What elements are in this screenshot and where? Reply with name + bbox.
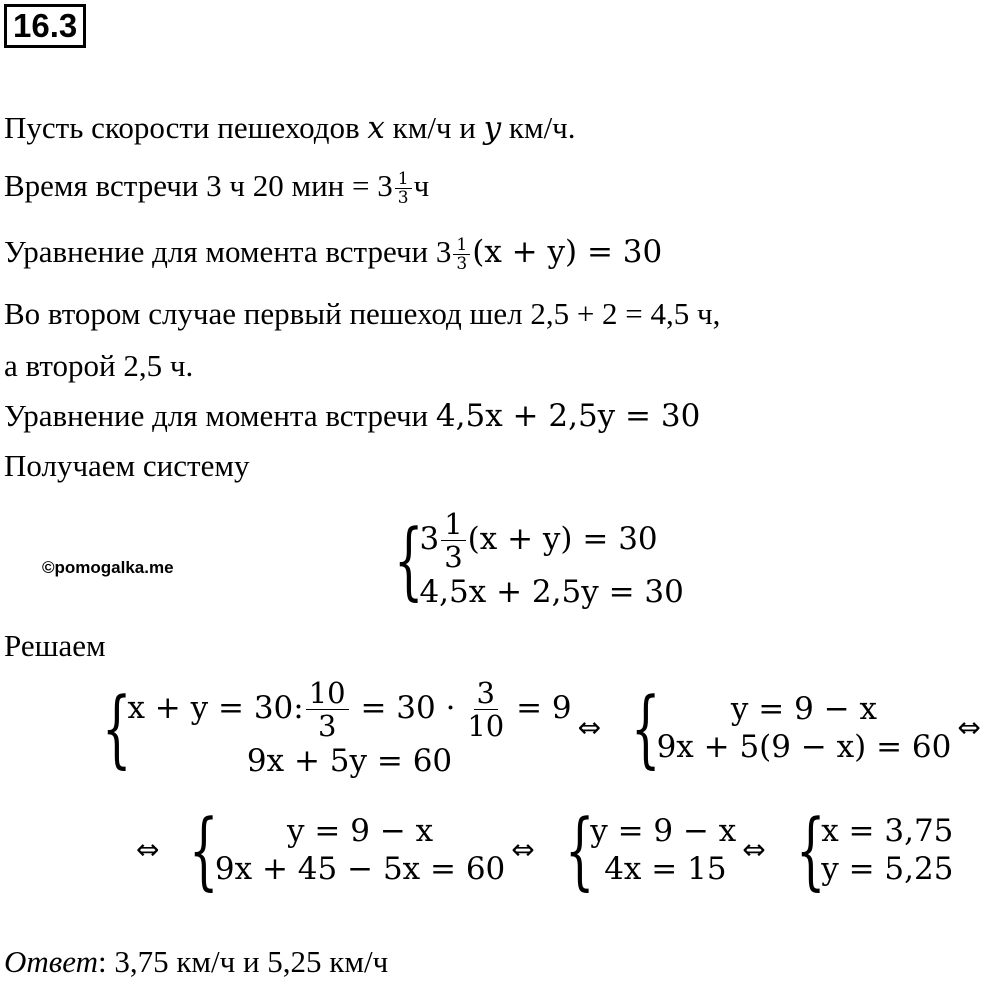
left-brace: {	[795, 801, 826, 899]
line-equation-1	[4, 234, 662, 273]
left-brace: {	[189, 801, 219, 899]
line-second-walker: а второй 2,5 ч.	[4, 348, 194, 383]
left-brace: {	[394, 510, 424, 609]
system-row: y = 9 − x	[590, 813, 737, 849]
line-speeds	[4, 110, 576, 146]
left-brace: {	[631, 679, 661, 777]
fraction: $\frac{1}{3}$	[453, 236, 470, 273]
line-solve: Решаем	[4, 628, 106, 663]
line-second-case: Во втором случае первый пешеход шел 2,5 + 2 = 4,5 ч,	[4, 296, 721, 331]
solution-row-1	[78, 676, 987, 780]
equivalence-symbol: ⇔	[957, 711, 981, 744]
equivalence-symbol: ⇔	[742, 833, 766, 866]
answer-line	[4, 944, 388, 980]
left-brace: {	[102, 679, 132, 777]
system-row: y = 9 − x	[730, 691, 878, 727]
system-row: x = 3,75	[821, 813, 954, 849]
expression: (x + y) = 30	[472, 234, 663, 270]
text: Пусть скорости пешеходов	[4, 110, 368, 145]
left-brace: {	[564, 801, 595, 899]
system-row: y = 5,25	[821, 851, 954, 887]
system-row: 4,5x + 2,5y = 30	[419, 574, 684, 610]
text: км/ч.	[501, 110, 576, 145]
equivalence-symbol: ⇔	[136, 833, 160, 866]
system-row: x + y = 30: $\frac{10}{3}$ = 30 · $\frac{3}{10}$ = 9	[127, 676, 572, 743]
system-row: 3 $\frac{1}{3}$ (x + y) = 30	[419, 507, 658, 574]
solution-row-2	[130, 801, 954, 899]
text: ч	[413, 168, 430, 203]
line-get-system: Получаем систему	[4, 448, 250, 483]
system-row: y = 9 − x	[287, 813, 434, 849]
watermark: ©pomogalka.me	[42, 558, 174, 577]
text: Уравнение для момента встречи 3	[4, 234, 452, 269]
system-row: 9x + 45 − 5x = 60	[214, 851, 506, 887]
line-equation-2	[4, 398, 700, 434]
text: Уравнение для момента встречи	[4, 398, 436, 433]
text: Время встречи 3 ч 20 мин = 3	[4, 168, 393, 203]
equivalence-symbol: ⇔	[577, 711, 602, 744]
text: км/ч и	[384, 110, 484, 145]
line-meeting-time	[4, 168, 429, 207]
answer-label: Ответ	[4, 944, 98, 979]
system-row: 9x + 5(9 − x) = 60	[656, 729, 952, 765]
answer-text: : 3,75 км/ч и 5,25 км/ч	[97, 944, 389, 979]
system-row: 4x = 15	[604, 851, 727, 887]
expression: 4,5x + 2,5y = 30	[435, 398, 701, 434]
var-y: y	[483, 110, 502, 146]
system-1	[370, 508, 684, 611]
var-x: x	[367, 110, 385, 146]
equivalence-symbol: ⇔	[511, 833, 535, 866]
fraction: $\frac{1}{3}$	[395, 170, 412, 207]
system-row: 9x + 5y = 60	[246, 743, 453, 779]
problem-number: 16.3	[4, 4, 86, 48]
